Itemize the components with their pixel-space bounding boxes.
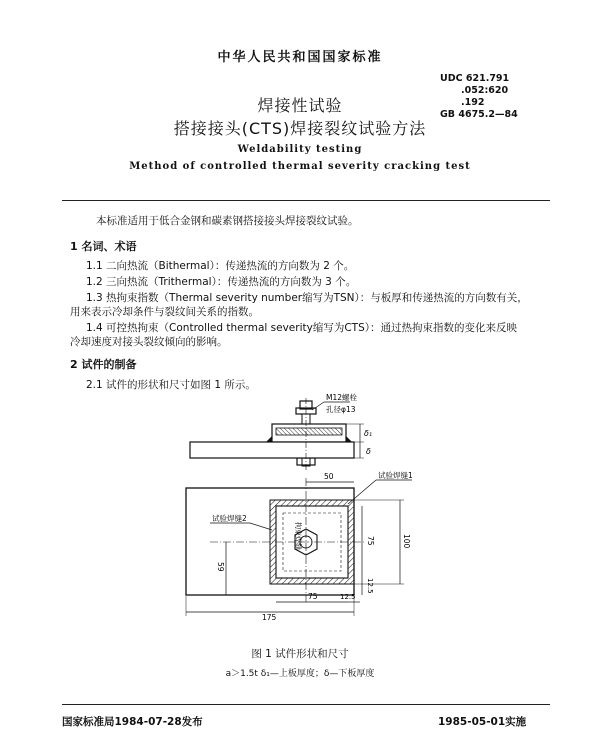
dim-12-5-right: 12.5 bbox=[366, 578, 374, 594]
item-1-3-line1: 1.3 热拘束指数（Thermal severity number缩写为TSN）：与板厚和传递热流的方向数有关， bbox=[86, 292, 528, 304]
figure-caption: 图 1 试件形状和尺寸 bbox=[251, 648, 349, 660]
bottom-plate bbox=[190, 442, 354, 458]
item-1-1: 1.1 二向热流（Bithermal）：传递热流的方向数为 2 个。 bbox=[86, 260, 355, 272]
standard-authority: 中华人民共和国国家标准 bbox=[217, 50, 383, 65]
item-2-1: 2.1 试件的形状和尺寸如图 1 所示。 bbox=[86, 379, 256, 391]
right-fillet-weld bbox=[346, 436, 352, 442]
hole-label: 孔径φ13 bbox=[326, 405, 356, 414]
delta1-label: δ₁ bbox=[364, 429, 373, 438]
udc-code-line3: .192 bbox=[461, 97, 485, 108]
item-1-3-line2: 用来表示冷却条件与裂纹间关系的指数。 bbox=[70, 306, 259, 318]
side-view bbox=[190, 392, 372, 472]
weld1-label: 试验焊缝1 bbox=[378, 471, 413, 480]
section1-heading: 1 名词、术语 bbox=[70, 240, 137, 253]
figure-note: a＞1.5t δ₁—上板厚度；δ—下板厚度 bbox=[225, 669, 375, 679]
dim-12-5-bottom: 12.5 bbox=[340, 593, 356, 601]
dim-175: 175 bbox=[262, 613, 277, 622]
item-1-2: 1.2 三向热流（Trithermal）：传递热流的方向数为 3 个。 bbox=[86, 276, 357, 288]
effective-date: 1985-05-01实施 bbox=[438, 716, 527, 728]
title-en-line1: Weldability testing bbox=[237, 144, 363, 155]
dim-50: 50 bbox=[324, 472, 334, 481]
section2-heading: 2 试件的制备 bbox=[70, 358, 137, 371]
top-weld-bead bbox=[276, 428, 342, 435]
title-cn-line2: 搭接接头(CTS)焊接裂纹试验方法 bbox=[173, 119, 427, 138]
bolt-label: M12螺栓 bbox=[326, 393, 358, 402]
fixed-weld-label: 拘束焊缝 bbox=[294, 522, 302, 550]
title-en-line2: Method of controlled thermal severity cracking test bbox=[129, 161, 471, 172]
publish-date: 国家标准局1984-07-28发布 bbox=[62, 716, 203, 728]
udc-code-line1: UDC 621.791 bbox=[440, 73, 510, 84]
dim-100: 100 bbox=[402, 534, 411, 549]
dim-59: 59 bbox=[216, 562, 225, 572]
left-fillet-weld bbox=[266, 436, 272, 442]
item-1-4-line2: 冷却速度对接头裂纹倾向的影响。 bbox=[70, 336, 228, 348]
item-1-4-line1: 1.4 可控热拘束（Controlled thermal severity缩写为CTS）：通过热拘束指数的变化来反映 bbox=[86, 322, 517, 334]
gb-code: GB 4675.2—84 bbox=[440, 109, 518, 120]
plan-view bbox=[186, 470, 413, 622]
title-cn-line1: 焊接性试验 bbox=[257, 96, 343, 115]
footer-divider bbox=[62, 704, 550, 705]
intro-paragraph: 本标准适用于低合金钢和碳素钢搭接接头焊接裂纹试验。 bbox=[96, 215, 359, 227]
dim-75-bottom: 75 bbox=[308, 592, 318, 601]
udc-code-line2: .052:620 bbox=[461, 85, 509, 96]
delta-label: δ bbox=[366, 447, 371, 456]
dim-75-vertical: 75 bbox=[366, 536, 375, 546]
weld2-label: 试验焊缝2 bbox=[212, 514, 247, 523]
